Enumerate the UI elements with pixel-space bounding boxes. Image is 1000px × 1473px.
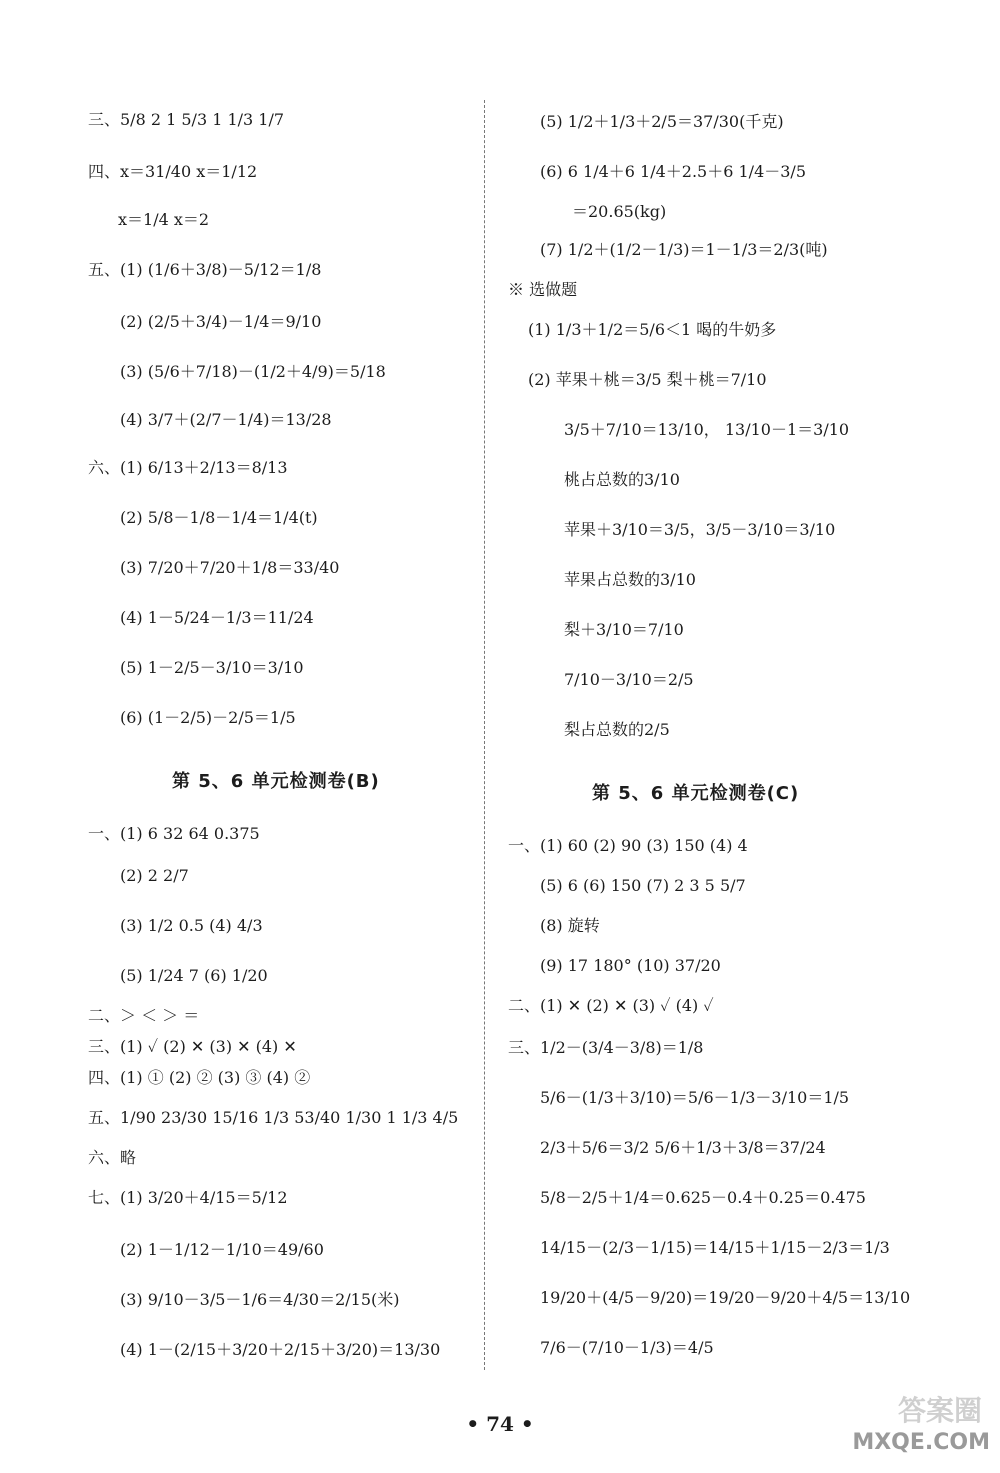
right-answer-line: ＝20.65(kg) [572, 202, 667, 221]
right-answer-line: (7) 1/2＋(1/2－1/3)＝1－1/3＝2/3(吨) [540, 240, 828, 259]
right-answer-line: 二、(1) ✕ (2) ✕ (3) ✓ (4) ✓ [508, 996, 714, 1015]
left-answer-line: 七、(1) 3/20＋4/15＝5/12 [88, 1188, 288, 1207]
left-answer-line: (4) 1－(2/15＋3/20＋2/15＋3/20)＝13/30 [120, 1340, 441, 1359]
left-answer-line: 五、(1) (1/6＋3/8)－5/12＝1/8 [88, 260, 322, 279]
left-answer-line: 六、略 [88, 1148, 137, 1167]
right-answer-line: 梨占总数的2/5 [564, 720, 670, 739]
left-answer-line: 三、(1) ✓ (2) ✕ (3) ✕ (4) ✕ [88, 1037, 297, 1056]
watermark-site: MXQE.COM [852, 1430, 990, 1455]
left-answer-line: (2) 5/8－1/8－1/4＝1/4(t) [120, 508, 318, 527]
right-answer-line: (1) 1/3＋1/2＝5/6＜1 喝的牛奶多 [528, 320, 777, 339]
left-answer-line: (3) (5/6＋7/18)－(1/2＋4/9)＝5/18 [120, 362, 386, 381]
left-answer-line: (3) 9/10－3/5－1/6＝4/30＝2/15(米) [120, 1290, 400, 1309]
right-answer-line: 一、(1) 60 (2) 90 (3) 150 (4) 4 [508, 836, 748, 855]
left-answer-line: 一、(1) 6 32 64 0.375 [88, 824, 260, 843]
left-answer-line: (2) 1－1/12－1/10＝49/60 [120, 1240, 324, 1259]
left-answer-line: 五、1/90 23/30 15/16 1/3 53/40 1/30 1 1/3 4/5 [88, 1108, 459, 1127]
column-divider [484, 100, 485, 1370]
right-answer-line: (2) 苹果＋桃＝3/5 梨＋桃＝7/10 [528, 370, 767, 389]
right-answer-line: 7/10－3/10＝2/5 [564, 670, 694, 689]
section-title-b: 第 5、6 单元检测卷(B) [172, 771, 380, 792]
left-answer-line: (3) 1/2 0.5 (4) 4/3 [120, 916, 263, 935]
left-answer-line: (6) (1－2/5)－2/5＝1/5 [120, 708, 296, 727]
left-answer-line: (4) 1－5/24－1/3＝11/24 [120, 608, 314, 627]
watermark-brand: 答案圈 [897, 1394, 982, 1427]
right-answer-line: 5/6－(1/3＋3/10)＝5/6－1/3－3/10＝1/5 [540, 1088, 850, 1107]
right-answer-line: 5/8－2/5＋1/4＝0.625－0.4＋0.25＝0.475 [540, 1188, 866, 1207]
left-answer-line: (3) 7/20＋7/20＋1/8＝33/40 [120, 558, 340, 577]
right-answer-line: 2/3＋5/6＝3/2 5/6＋1/3＋3/8＝37/24 [540, 1138, 826, 1157]
right-answer-line: 苹果＋3/10＝3/5，3/5－3/10＝3/10 [564, 520, 836, 539]
right-answer-line: (5) 1/2＋1/3＋2/5＝37/30(千克) [540, 112, 784, 131]
right-answer-line: (6) 6 1/4＋6 1/4＋2.5＋6 1/4－3/5 [540, 162, 806, 181]
left-answer-line: (5) 1－2/5－3/10＝3/10 [120, 658, 304, 677]
right-answer-line: 3/5＋7/10＝13/10， 13/10－1＝3/10 [564, 420, 850, 439]
right-answer-line: 桃占总数的3/10 [564, 470, 680, 489]
left-answer-line: (5) 1/24 7 (6) 1/20 [120, 966, 268, 985]
page-number: • 74 • [466, 1412, 534, 1436]
right-answer-line: (9) 17 180° (10) 37/20 [540, 956, 721, 975]
right-answer-line: 苹果占总数的3/10 [564, 570, 696, 589]
right-answer-line: 梨＋3/10＝7/10 [564, 620, 684, 639]
watermark-logo [840, 1394, 990, 1455]
right-answer-line: 三、1/2－(3/4－3/8)＝1/8 [508, 1038, 704, 1057]
left-answer-line: 三、5/8 2 1 5/3 1 1/3 1/7 [88, 110, 285, 129]
right-answer-line: (8) 旋转 [540, 916, 600, 935]
left-answer-line: 四、(1) ① (2) ② (3) ③ (4) ② [88, 1068, 311, 1087]
right-answer-line: (5) 6 (6) 150 (7) 2 3 5 5/7 [540, 876, 746, 895]
left-answer-line: x＝1/4 x＝2 [118, 210, 210, 229]
left-answer-line: (2) (2/5＋3/4)－1/4＝9/10 [120, 312, 322, 331]
right-answer-line: 7/6－(7/10－1/3)＝4/5 [540, 1338, 714, 1357]
left-answer-line: 四、x＝31/40 x＝1/12 [88, 162, 258, 181]
left-answer-line: (2) 2 2/7 [120, 866, 189, 885]
section-title-c: 第 5、6 单元检测卷(C) [592, 783, 800, 804]
left-answer-line: 二、＞ ＜ ＞ ＝ [88, 1006, 200, 1025]
right-answer-line: ※ 选做题 [508, 280, 578, 299]
left-answer-line: (4) 3/7＋(2/7－1/4)＝13/28 [120, 410, 332, 429]
left-answer-line: 六、(1) 6/13＋2/13＝8/13 [88, 458, 288, 477]
right-answer-line: 14/15－(2/3－1/15)＝14/15＋1/15－2/3＝1/3 [540, 1238, 890, 1257]
right-answer-line: 19/20＋(4/5－9/20)＝19/20－9/20＋4/5＝13/10 [540, 1288, 911, 1307]
